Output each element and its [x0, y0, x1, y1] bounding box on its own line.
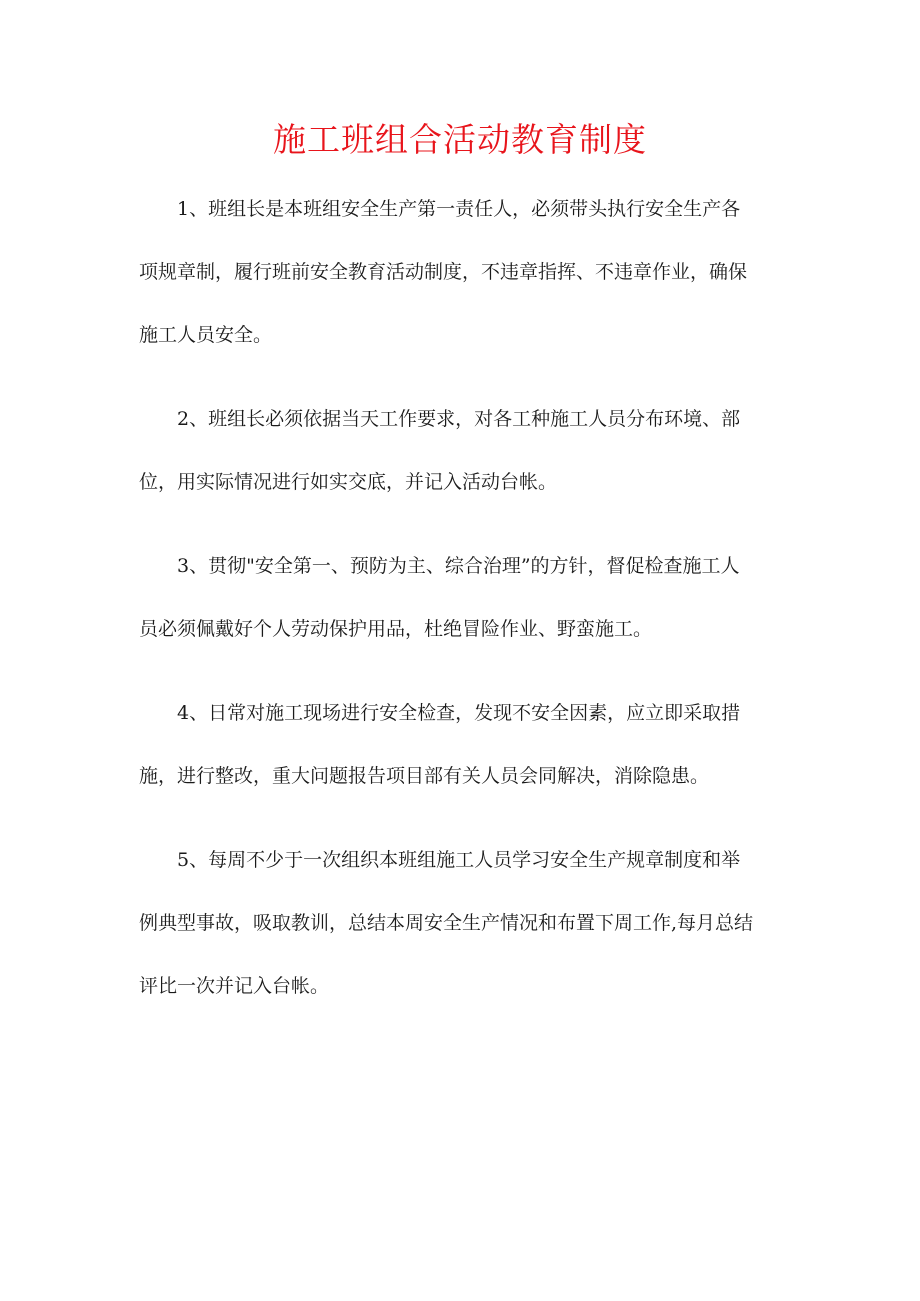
paragraph-line: 员必须佩戴好个人劳动保护用品，杜绝冒险作业、野蛮施工。 — [139, 618, 653, 640]
document-body — [139, 178, 787, 1039]
paragraph-line: 位，用实际情况进行如实交底，并记入活动台帐。 — [139, 471, 558, 493]
paragraph-1 — [139, 178, 787, 367]
paragraph-line: 3、贯彻"安全第一、预防为主、综合治理”的方针，督促检查施工人 — [177, 555, 740, 577]
paragraph-line: 项规章制，履行班前安全教育活动制度，不违章指挥、不违章作业，确保 — [139, 261, 748, 283]
paragraph-line: 1、班组长是本班组安全生产第一责任人，必须带头执行安全生产各 — [177, 198, 741, 220]
paragraph-line: 施，进行整改，重大问题报告项目部有关人员会同解决，消除隐患。 — [139, 765, 710, 787]
paragraph-3 — [139, 535, 787, 661]
paragraph-line: 施工人员安全。 — [139, 324, 273, 346]
paragraph-line: 评比一次并记入台帐。 — [139, 975, 330, 997]
paragraph-line: 4、日常对施工现场进行安全检查，发现不安全因素，应立即采取措 — [177, 702, 741, 724]
paragraph-line: 2、班组长必须依据当天工作要求，对各工种施工人员分布环境、部 — [177, 408, 741, 430]
paragraph-line: 例典型事故，吸取教训，总结本周安全生产情况和布置下周工作,每月总结 — [139, 912, 754, 934]
document-title: 施工班组合活动教育制度 — [273, 120, 647, 159]
paragraph-5 — [139, 829, 787, 1018]
paragraph-4 — [139, 682, 787, 808]
paragraph-2 — [139, 388, 787, 514]
paragraph-line: 5、每周不少于一次组织本班组施工人员学习安全生产规章制度和举 — [177, 849, 741, 871]
